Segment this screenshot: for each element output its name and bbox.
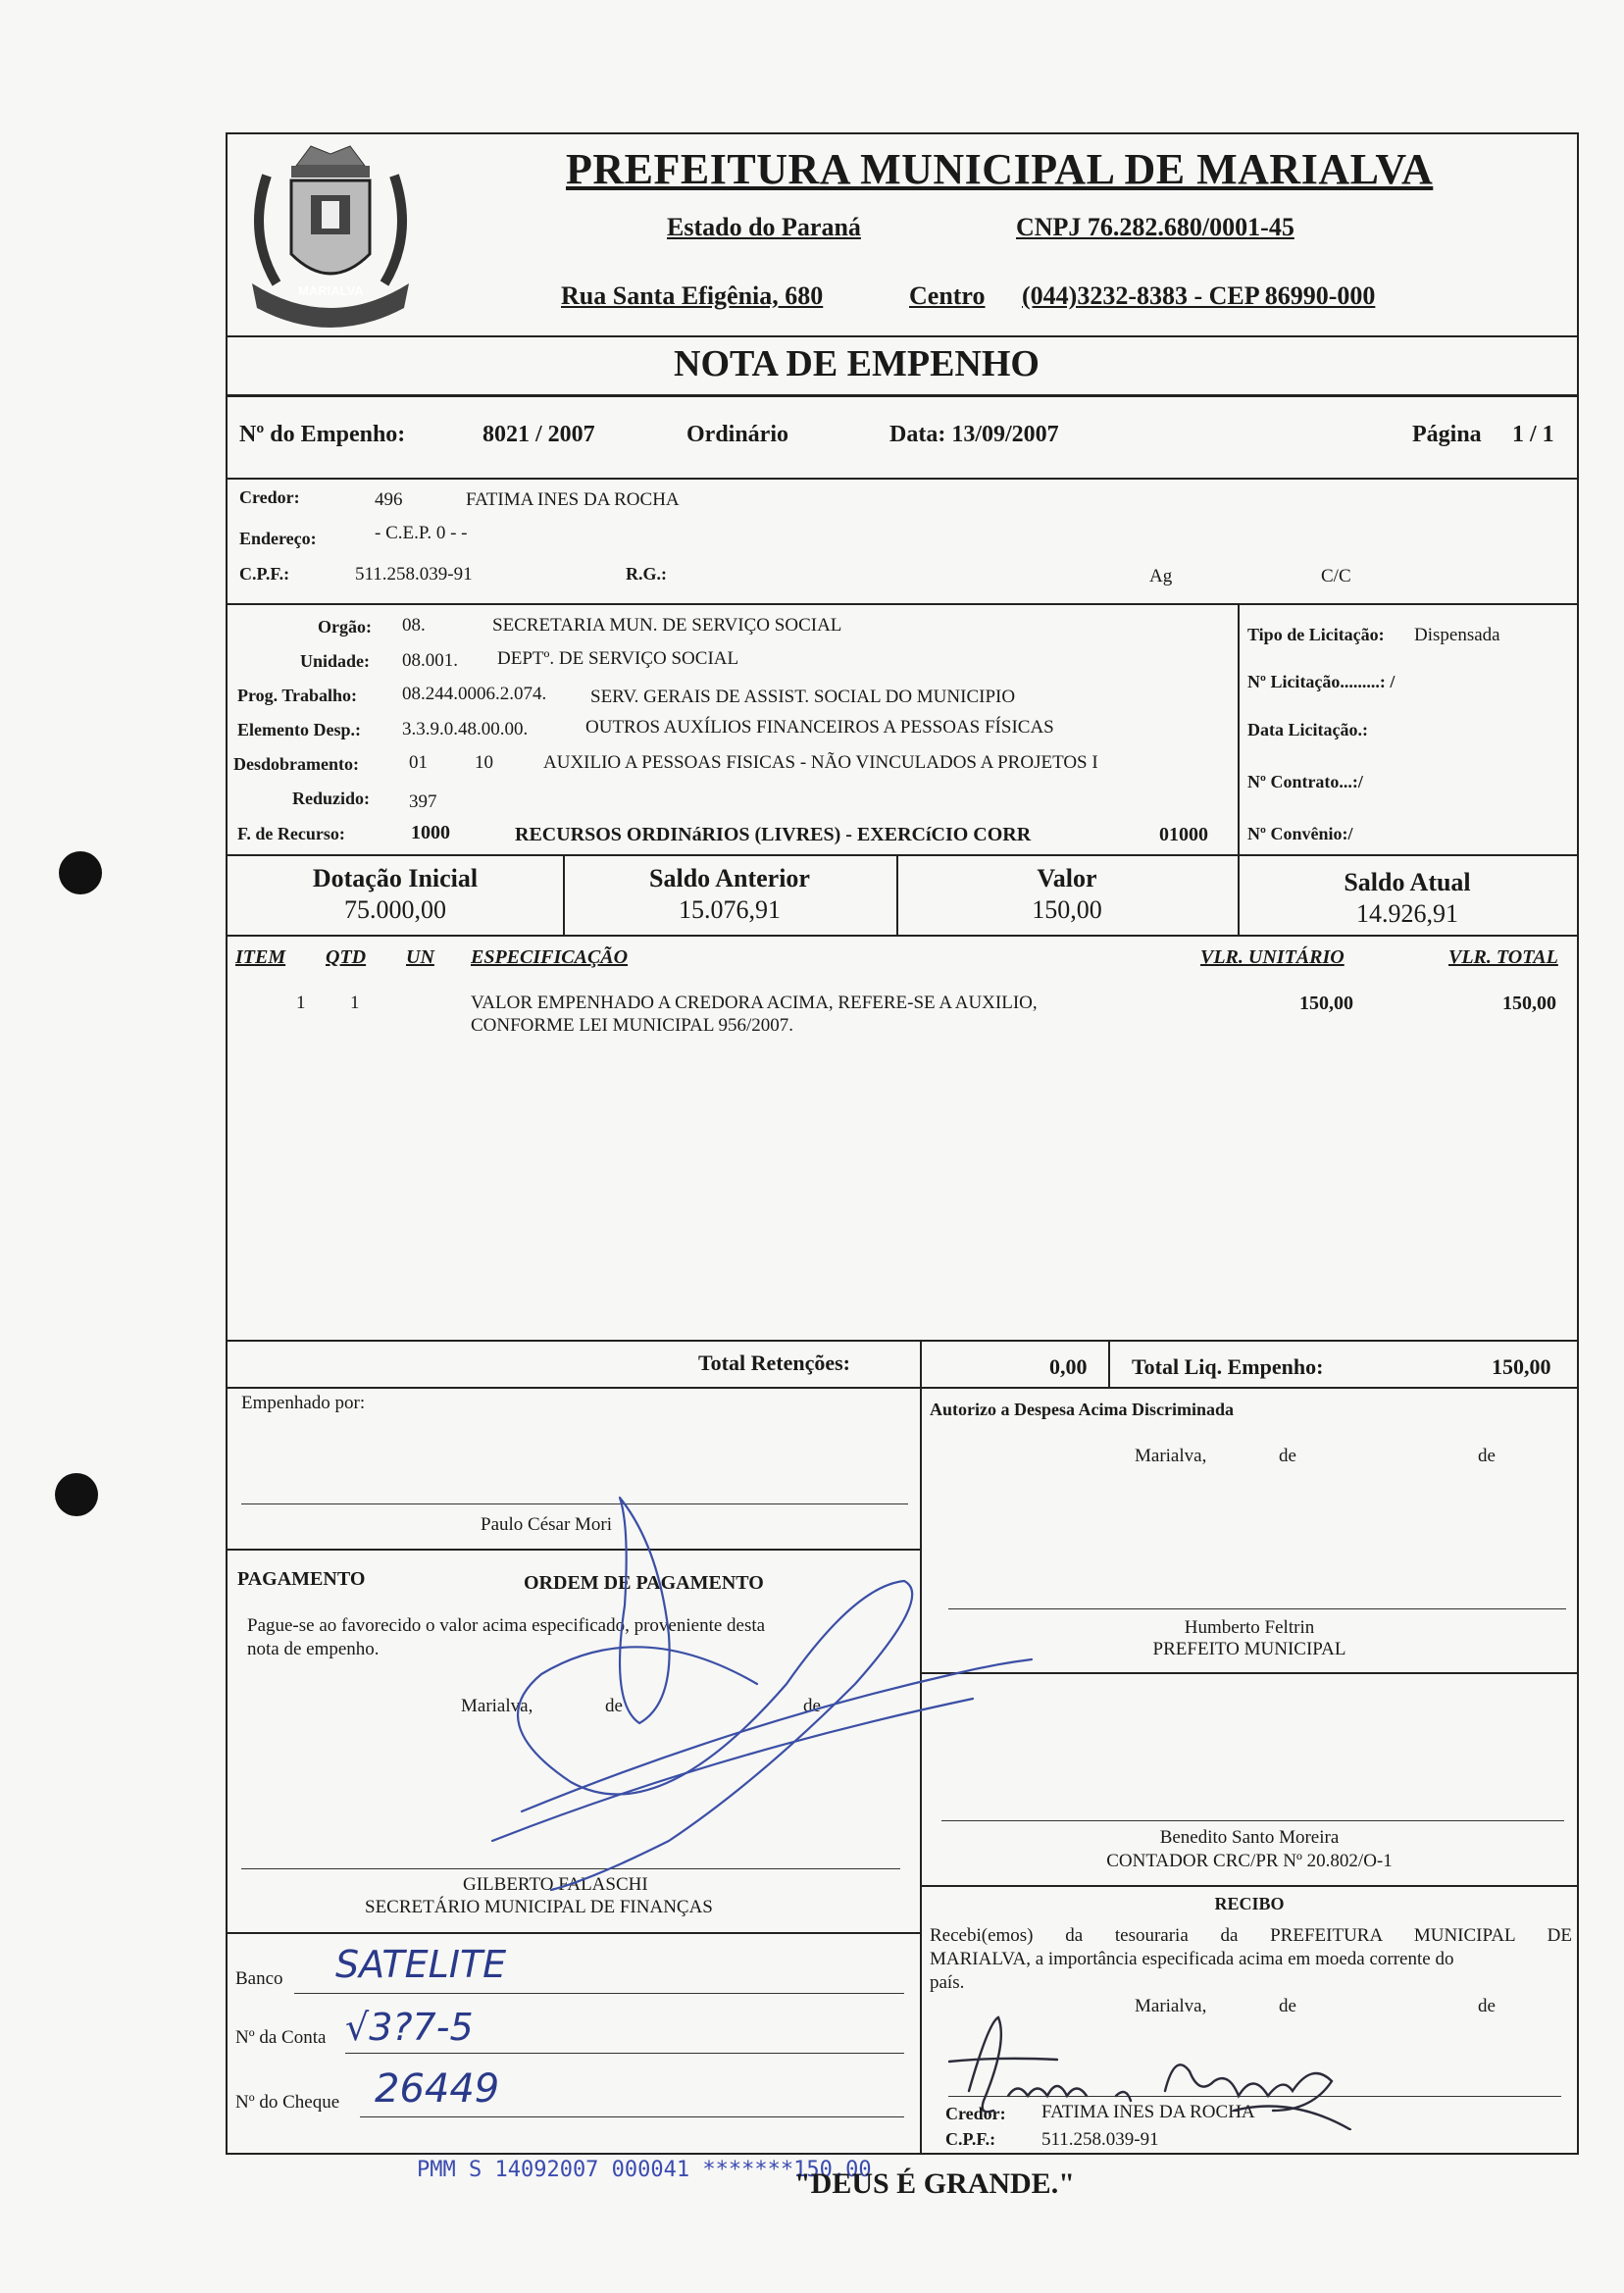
elemento-code: 3.3.9.0.48.00.00. [402, 719, 529, 739]
row-qtd: 1 [350, 993, 360, 1013]
credor-cpf: 511.258.039-91 [355, 564, 473, 585]
credor-address: - C.E.P. 0 - - [375, 523, 468, 543]
credor-name: FATIMA INES DA ROCHA [466, 489, 680, 510]
dotacao-inicial-value: 75.000,00 [344, 895, 446, 924]
recibo-city: Marialva, [1135, 1996, 1207, 2016]
empenho-date: Data: 13/09/2007 [889, 422, 1059, 447]
recibo-de-2: de [1478, 1996, 1496, 2016]
header-cnpj: CNPJ 76.282.680/0001-45 [1016, 213, 1294, 241]
header-district: Centro [909, 281, 986, 310]
pagamento-label: PAGAMENTO [237, 1568, 366, 1590]
row-item: 1 [296, 993, 306, 1013]
unidade-label: Unidade: [300, 651, 371, 671]
municipal-crest-icon [237, 136, 424, 337]
nota-de-empenho-form [226, 132, 1579, 2155]
dotacao-inicial-label: Dotação Inicial [312, 864, 479, 892]
tipo-licitacao: Dispensada [1414, 625, 1500, 645]
retencoes-label: Total Retenções: [698, 1350, 850, 1375]
valor-value: 150,00 [1032, 895, 1102, 924]
autorizo-de-1: de [1279, 1446, 1296, 1466]
orgao-desc: SECRETARIA MUN. DE SERVIÇO SOCIAL [492, 615, 842, 636]
desdobramento-b: 10 [475, 752, 493, 773]
col-unit-header: VLR. UNITÁRIO [1200, 946, 1345, 968]
col-total-header: VLR. TOTAL [1448, 946, 1558, 968]
desdobramento-a: 01 [409, 752, 428, 773]
cheque-value: 26449 [375, 2066, 500, 2112]
total-liquido-label: Total Liq. Empenho: [1132, 1354, 1324, 1379]
recurso-label: F. de Recurso: [237, 824, 345, 843]
retencoes-value: 0,00 [1049, 1354, 1088, 1379]
pagamento-city: Marialva, [461, 1696, 533, 1716]
orgao-label: Orgão: [318, 617, 372, 637]
row-unit-value: 150,00 [1299, 993, 1353, 1014]
prefeito-name: Humberto Feltrin [1184, 1617, 1315, 1638]
handwritten-signature-credor [939, 2003, 1351, 2130]
recibo-line1: Recebi(emos) da tesouraria da PREFEITURA MUNICIPAL DE [930, 1925, 1572, 1946]
rg-label: R.G.: [626, 564, 667, 584]
contrato-label: Nº Contrato...:/ [1247, 772, 1363, 791]
elemento-label: Elemento Desp.: [237, 720, 361, 739]
pague-se-line2: nota de empenho. [247, 1639, 380, 1659]
prog-label: Prog. Trabalho: [237, 686, 358, 705]
recibo-line2: MARIALVA, a importância especificada acima em moeda corrente do [930, 1949, 1454, 1969]
cpf-label: C.P.F.: [239, 564, 290, 584]
empenho-number: 8021 / 2007 [482, 422, 595, 447]
pagamento-de-1: de [605, 1696, 623, 1716]
reduzido-value: 397 [409, 791, 437, 812]
recibo-line3: país. [930, 1972, 965, 1993]
col-spec-header: ESPECIFICAÇÃO [471, 946, 629, 968]
credor-code: 496 [375, 489, 403, 510]
header-phone: (044)3232-8383 - CEP 86990-000 [1022, 281, 1376, 310]
empenhado-por-label: Empenhado por: [241, 1393, 366, 1413]
prog-code: 08.244.0006.2.074. [402, 684, 547, 704]
empenho-type: Ordinário [686, 422, 789, 447]
orgao-code: 08. [402, 615, 426, 636]
prefeito-title: PREFEITO MUNICIPAL [1152, 1639, 1346, 1659]
crest-banner-text: MARIALVA [298, 283, 364, 298]
row-spec-line1: VALOR EMPENHADO A CREDORA ACIMA, REFERE-SE A AUXILIO, [471, 993, 1038, 1013]
secretario-name: GILBERTO FALASCHI [463, 1874, 648, 1895]
conta-label: Nº da Conta [235, 2027, 327, 2048]
footer-motto: "DEUS É GRANDE." [794, 2167, 1075, 2200]
payment-stamp: PMM S 14092007 000041 *******150,00 [417, 2158, 872, 2182]
prog-desc: SERV. GERAIS DE ASSIST. SOCIAL DO MUNICIPIO [590, 687, 1016, 707]
recibo-label: RECIBO [1214, 1894, 1285, 1913]
recibo-cpf-label: C.P.F.: [945, 2129, 996, 2149]
recibo-credor-name: FATIMA INES DA ROCHA [1041, 2102, 1255, 2122]
recurso-code: 1000 [411, 822, 450, 843]
valor-label: Valor [1037, 864, 1097, 892]
header-street: Rua Santa Efigênia, 680 [561, 281, 824, 310]
credor-label: Credor: [239, 487, 300, 507]
page-number: 1 / 1 [1512, 422, 1554, 447]
recibo-de-1: de [1279, 1996, 1296, 2016]
header-title: PREFEITURA MUNICIPAL DE MARIALVA [566, 145, 1434, 193]
pagamento-de-2: de [803, 1696, 821, 1716]
autorizo-de-2: de [1478, 1446, 1496, 1466]
recibo-cpf: 511.258.039-91 [1041, 2129, 1159, 2150]
total-liquido-value: 150,00 [1492, 1354, 1551, 1379]
col-qtd-header: QTD [326, 946, 367, 968]
empenhado-por-name: Paulo César Mori [481, 1514, 613, 1535]
autorizo-label: Autorizo a Despesa Acima Discriminada [930, 1400, 1234, 1419]
saldo-anterior-label: Saldo Anterior [649, 864, 810, 892]
row-spec-line2: CONFORME LEI MUNICIPAL 956/2007. [471, 1015, 794, 1036]
recurso-number: 01000 [1159, 824, 1208, 845]
elemento-desc: OUTROS AUXÍLIOS FINANCEIROS A PESSOAS FÍSICAS [585, 717, 1054, 738]
col-item-header: ITEM [235, 946, 286, 968]
address-label: Endereço: [239, 529, 317, 548]
conta-value: √3?7-5 [345, 2006, 474, 2049]
contador-name: Benedito Santo Moreira [1159, 1827, 1340, 1848]
recurso-desc: RECURSOS ORDINáRIOS (LIVRES) - EXERCíCIO CORR [515, 824, 1032, 845]
desdobramento-label: Desdobramento: [233, 754, 359, 774]
reduzido-label: Reduzido: [292, 789, 371, 808]
page-label: Página [1412, 422, 1482, 447]
convenio-label: Nº Convênio:/ [1247, 824, 1353, 843]
saldo-atual-value: 14.926,91 [1356, 899, 1458, 928]
data-licitacao-label: Data Licitação.: [1247, 720, 1368, 739]
banco-value: SATELITE [335, 1943, 507, 1986]
empenho-number-label: Nº do Empenho: [239, 422, 406, 447]
ag-label: Ag [1149, 566, 1173, 586]
punch-hole-bottom [55, 1473, 98, 1516]
saldo-anterior-value: 15.076,91 [679, 895, 781, 924]
unidade-desc: DEPTº. DE SERVIÇO SOCIAL [497, 648, 739, 669]
desdobramento-desc: AUXILIO A PESSOAS FISICAS - NÃO VINCULADOS A PROJETOS I [543, 752, 1098, 773]
banco-label: Banco [235, 1968, 283, 1989]
saldo-atual-label: Saldo Atual [1344, 868, 1471, 896]
autorizo-city: Marialva, [1135, 1446, 1207, 1466]
ordem-pagamento-label: ORDEM DE PAGAMENTO [524, 1572, 764, 1594]
punch-hole-top [59, 851, 102, 894]
pague-se-line1: Pague-se ao favorecido o valor acima especificado, proveniente desta [247, 1615, 766, 1636]
secretario-title: SECRETÁRIO MUNICIPAL DE FINANÇAS [365, 1897, 713, 1917]
handwritten-signature-secretario [345, 1488, 1071, 1900]
contador-title: CONTADOR CRC/PR Nº 20.802/O-1 [1106, 1851, 1393, 1871]
document-title: NOTA DE EMPENHO [674, 343, 1040, 384]
row-total-value: 150,00 [1502, 993, 1556, 1014]
unidade-code: 08.001. [402, 650, 458, 671]
col-un-header: UN [406, 946, 434, 968]
cheque-label: Nº do Cheque [235, 2092, 340, 2113]
cc-label: C/C [1321, 566, 1351, 586]
header-state: Estado do Paraná [667, 213, 861, 241]
numero-licitacao-label: Nº Licitação.........: / [1247, 672, 1396, 691]
tipo-licitacao-label: Tipo de Licitação: [1247, 625, 1385, 644]
recibo-credor-label: Credor: [945, 2104, 1006, 2123]
